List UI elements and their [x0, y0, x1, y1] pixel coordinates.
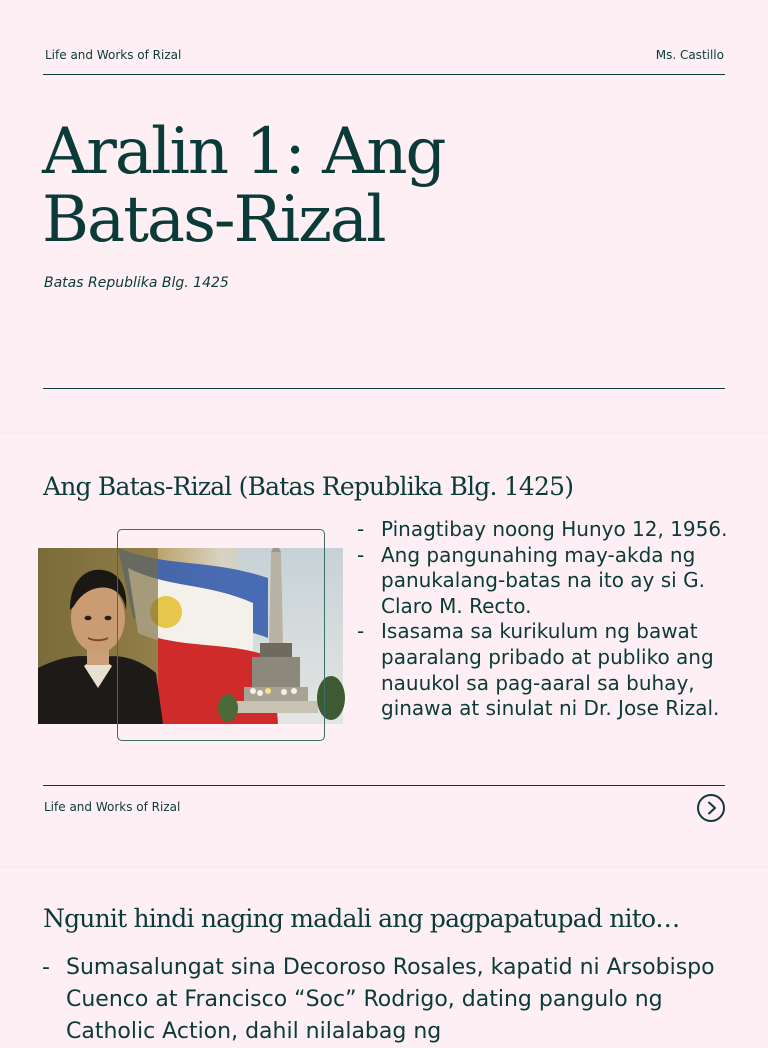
- title-line-1: Aralin 1: Ang: [42, 115, 445, 189]
- footer-course-title: Life and Works of Rizal: [44, 800, 181, 814]
- section-heading: Ngunit hindi naging madali ang pagpapatupad nito…: [43, 904, 680, 933]
- bullet-list: [42, 952, 732, 1048]
- content-slide-1: [0, 434, 768, 866]
- section-heading: Ang Batas-Rizal (Batas Republika Blg. 1425): [43, 472, 574, 501]
- course-title: Life and Works of Rizal: [45, 48, 182, 62]
- header-divider: [43, 74, 725, 75]
- teacher-name: Ms. Castillo: [655, 48, 724, 62]
- list-item: - Sumasalungat sina Decoroso Rosales, kapatid ni Arsobispo Cuenco at Francisco “Soc” Rodrigo, dating pangulo ng Catholic Action, dahil nilalabag ng: [42, 952, 732, 1048]
- content-slide-2: [0, 868, 768, 1044]
- bullet-list: [357, 517, 737, 722]
- list-item: - Isasama sa kurikulum ng bawat paaralang pribado at publiko ang nauukol sa pag-aaral sa buhay, ginawa at sinulat ni Dr. Jose Rizal.: [357, 619, 737, 721]
- footer-divider: [43, 785, 725, 786]
- list-item: - Ang pangunahing may-akda ng panukalang-batas na ito ay si G. Claro M. Recto.: [357, 543, 737, 620]
- slide-subtitle: Batas Republika Blg. 1425: [44, 275, 229, 291]
- title-slide: [0, 0, 768, 432]
- list-item: - Pinagtibay noong Hunyo 12, 1956.: [357, 517, 737, 543]
- title-line-2: Batas-Rizal: [42, 183, 385, 257]
- slide-title: [42, 115, 445, 257]
- next-slide-button[interactable]: [697, 794, 725, 822]
- image-frame: [117, 529, 325, 741]
- chevron-right-icon: [705, 801, 719, 815]
- bottom-divider: [43, 388, 725, 389]
